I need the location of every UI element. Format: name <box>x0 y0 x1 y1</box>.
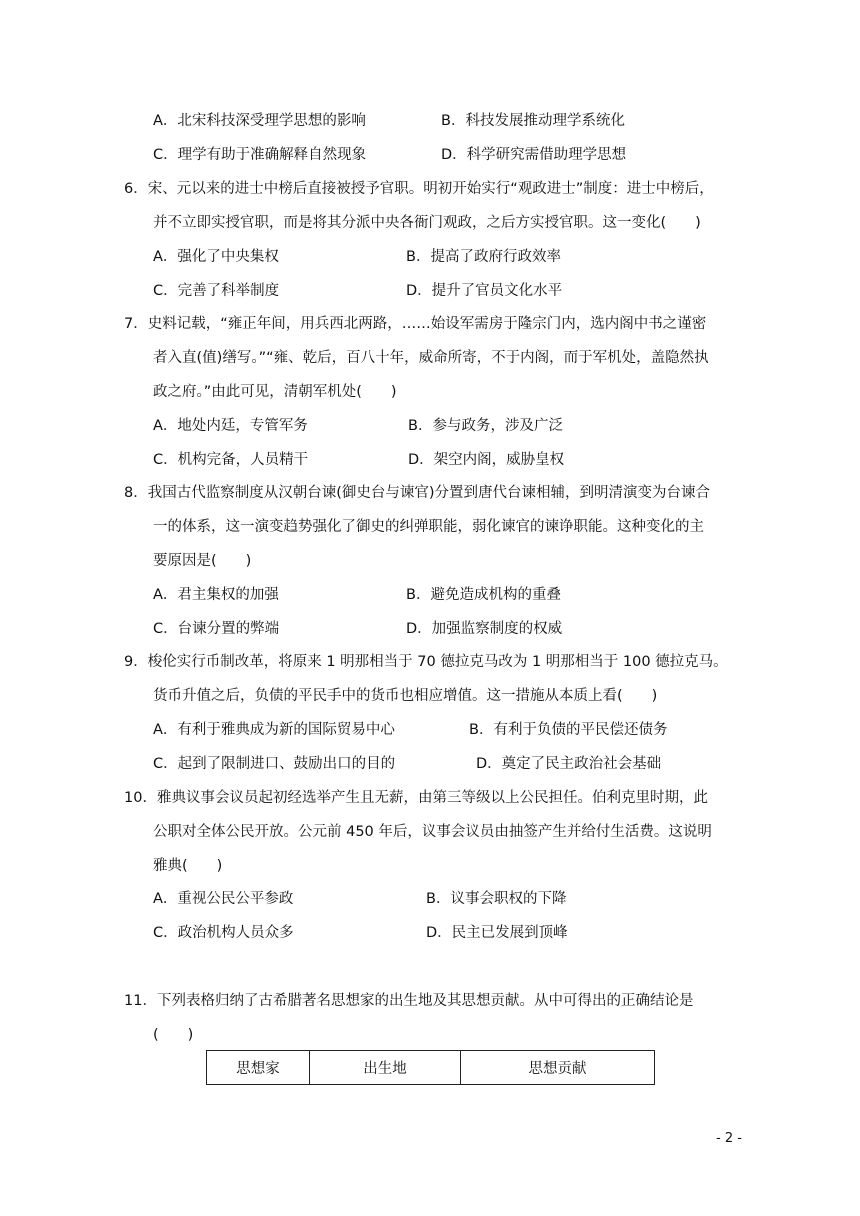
q8-option-b: B．避免造成机构的重叠 <box>406 587 561 603</box>
q10-stem-line2: 公职对全体公民开放。公元前 450 年后，议事会议员由抽签产生并给付生活费。这说明 <box>153 824 712 840</box>
q5-option-a: A．北宋科技深受理学思想的影响 <box>153 113 366 129</box>
q5-option-c: C．理学有助于准确解释自然现象 <box>153 147 367 163</box>
q10-option-c: C．政治机构人员众多 <box>153 925 294 941</box>
q8-option-d: D．加强监察制度的权威 <box>406 621 563 637</box>
q6-stem-line2: 并不立即实授官职，而是将其分派中央各衙门观政，之后方实授官职。这一变化( ) <box>153 215 701 231</box>
table-header-thinker: 思想家 <box>207 1051 310 1085</box>
q6-option-a: A．强化了中央集权 <box>153 249 279 265</box>
q8-option-a: A．君主集权的加强 <box>153 587 279 603</box>
q10-option-b: B．议事会职权的下降 <box>426 891 567 907</box>
q8-stem-line3: 要原因是( ) <box>153 553 252 569</box>
q7-stem-line2: 者入直(值)缮写。”“雍、乾后，百八十年，威命所寄，不于内阁，而于军机处，盖隐然执 <box>153 350 709 366</box>
q8-stem-line1: 8．我国古代监察制度从汉朝台谏(御史台与谏官)分置到唐代台谏相辅，到明清演变为台谏合 <box>124 485 711 501</box>
q6-option-d: D．提升了官员文化水平 <box>406 283 563 299</box>
q10-stem-line1: 10．雅典议事会议员起初经选举产生且无薪，由第三等级以上公民担任。伯利克里时期，此 <box>124 790 708 806</box>
q9-stem-line1: 9．梭伦实行币制改革，将原来 1 明那相当于 70 德拉克马改为 1 明那相当于 100 德拉克马。 <box>124 654 728 670</box>
q11-stem-line1: 11．下列表格归纳了古希腊著名思想家的出生地及其思想贡献。从中可得出的正确结论是 <box>124 993 694 1009</box>
q11-stem-line2: ( ) <box>153 1027 194 1043</box>
page-number: - 2 - <box>716 1131 742 1146</box>
q9-option-a: A．有利于雅典成为新的国际贸易中心 <box>153 722 395 738</box>
q7-option-a: A．地处内廷，专管军务 <box>153 418 308 434</box>
q10-option-d: D．民主已发展到顶峰 <box>426 925 568 941</box>
q7-stem-line3: 政之府。”由此可见，清朝军机处( ) <box>153 384 397 400</box>
q6-option-c: C．完善了科举制度 <box>153 283 280 299</box>
q7-stem-line1: 7．史料记载，“雍正年间，用兵西北两路，……始设军需房于隆宗门内，选内阁中书之谨密 <box>124 316 707 332</box>
thinkers-table <box>206 1050 655 1085</box>
q7-option-d: D．架空内阁，威胁皇权 <box>408 452 565 468</box>
q7-option-b: B．参与政务，涉及广泛 <box>408 418 563 434</box>
q8-option-c: C．台谏分置的弊端 <box>153 621 280 637</box>
q9-stem-line2: 货币升值之后，负债的平民手中的货币也相应增值。这一措施从本质上看( ) <box>153 688 658 704</box>
table-header-contribution: 思想贡献 <box>461 1051 655 1085</box>
q8-stem-line2: 一的体系，这一演变趋势强化了御史的纠弹职能，弱化谏官的谏诤职能。这种变化的主 <box>153 519 704 535</box>
table-header-row <box>207 1051 655 1085</box>
q10-option-a: A．重视公民公平参政 <box>153 891 294 907</box>
q7-option-c: C．机构完备，人员精干 <box>153 452 309 468</box>
table-header-birthplace: 出生地 <box>310 1051 461 1085</box>
q5-option-d: D．科学研究需借助理学思想 <box>441 147 627 163</box>
q10-stem-line3: 雅典( ) <box>153 858 223 874</box>
q6-stem-line1: 6．宋、元以来的进士中榜后直接被授予官职。明初开始实行“观政进士”制度：进士中榜后， <box>124 181 714 197</box>
q9-option-b: B．有利于负债的平民偿还债务 <box>469 722 668 738</box>
q6-option-b: B．提高了政府行政效率 <box>406 249 561 265</box>
q9-option-c: C．起到了限制进口、鼓励出口的目的 <box>153 756 396 772</box>
q5-option-b: B．科技发展推动理学系统化 <box>441 113 625 129</box>
q9-option-d: D．奠定了民主政治社会基础 <box>476 756 662 772</box>
